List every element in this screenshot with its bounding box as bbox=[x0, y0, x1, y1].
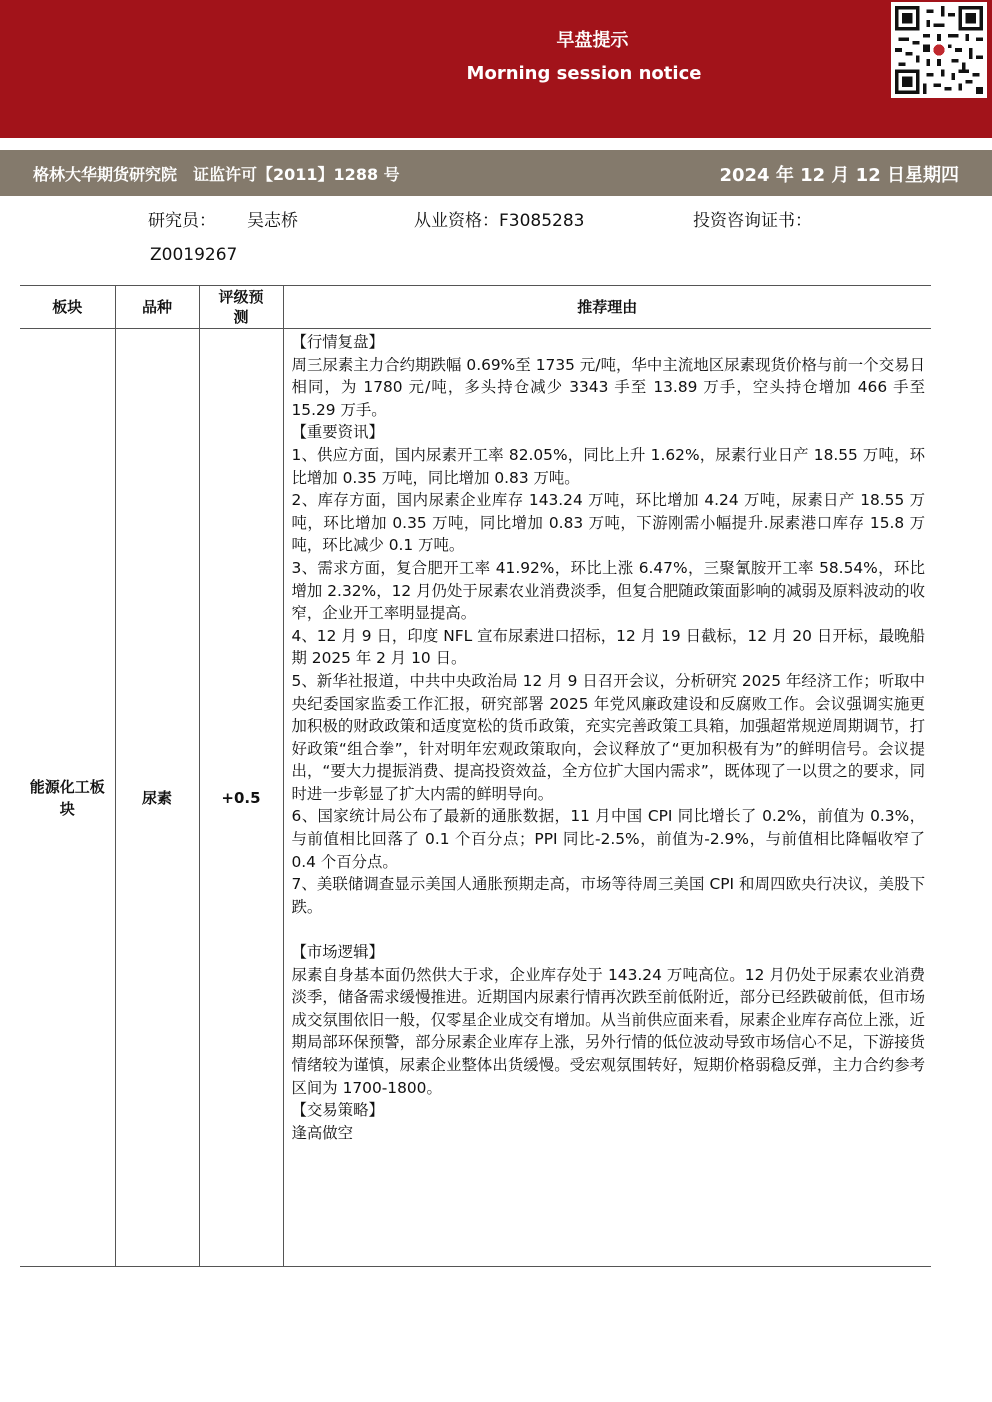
table-header-row bbox=[20, 286, 931, 329]
info-bar bbox=[0, 150, 992, 196]
strategy-text: 逢高做空 bbox=[291, 1123, 354, 1142]
institute-name: 格林大华期货研究院 bbox=[33, 165, 178, 184]
news-item: 3、需求方面，复合肥开工率 41.92%，环比上涨 6.47%，三聚氰胺开工率 58.54%，环比增加 2.32%，12 月仍处于尿素农业消费淡季，但复合肥随政策面影响的减弱及原料波动的收窄，企业开工率明显提高。 bbox=[291, 558, 925, 623]
news-item: 5、新华社报道，中共中央政治局 12 月 9 日召开会议，分析研究 2025 年经济工作；听取中央纪委国家监委工作汇报，研究部署 2025 年党风廉政建设和反腐败工作。会议强调实施更加积极的财政政策和适度宽松的货币政策，充实完善政策工具箱，加强超常规逆周期调节，打好政策“组合拳”，针对明年宏观政策取向，会议释放了“更加积极有为”的鲜明信号。会议提出，“要大力提振消费、提高投资效益，全方位扩大国内需求”，既体现了一以贯之的要求，同时进一步彰显了扩大内需的鲜明导向。 bbox=[291, 671, 925, 803]
cert-number: Z0019267 bbox=[150, 245, 238, 265]
report-date: 2024 年 12 月 12 日星期四 bbox=[719, 165, 959, 186]
sector-cell: 能源化工板块 bbox=[20, 329, 115, 1267]
researcher-name: 吴志桥 bbox=[247, 211, 298, 231]
qualification: 从业资格：F3085283 bbox=[414, 211, 585, 231]
column-header-product: 品种 bbox=[115, 286, 199, 329]
rating-cell: +0.5 bbox=[199, 329, 283, 1267]
column-header-rating: 评级预测 bbox=[199, 286, 283, 329]
qr-code-icon bbox=[891, 2, 987, 98]
product-cell: 尿素 bbox=[115, 329, 199, 1267]
strategy-heading: 【交易策略】 bbox=[291, 1101, 384, 1120]
news-heading: 【重要资讯】 bbox=[291, 423, 384, 442]
news-item: 2、库存方面，国内尿素企业库存 143.24 万吨，环比增加 4.24 万吨，尿素日产 18.55 万吨，环比增加 0.35 万吨，同比增加 0.83 万吨，下游刚需小幅提升.尿素港口库存 15.8 万吨，环比减少 0.1 万吨。 bbox=[291, 491, 925, 555]
market-review-heading: 【行情复盘】 bbox=[291, 333, 384, 351]
column-header-reason: 推荐理由 bbox=[577, 298, 638, 316]
researcher-label: 研究员： bbox=[148, 211, 216, 231]
paragraph-gap bbox=[292, 918, 926, 941]
table-row bbox=[20, 329, 931, 1267]
news-item: 6、国家统计局公布了最新的通胀数据，11 月中国 CPI 同比增长了 0.2%，前值为 0.3%，与前值相比回落了 0.1 个百分点；PPI 同比-2.5%，前值为-2.9%，与前值相比降幅收窄了 0.4 个百分点。 bbox=[291, 807, 925, 871]
news-item: 1、供应方面，国内尿素开工率 82.05%，同比上升 1.62%，尿素行业日产 18.55 万吨，环比增加 0.35 万吨，同比增加 0.83 万吨。 bbox=[291, 445, 925, 487]
news-item: 7、美联储调查显示美国人通胀预期走高，市场等待周三美国 CPI 和周四欧央行决议，美股下跌。 bbox=[291, 875, 925, 916]
news-item: 4、12 月 9 日，印度 NFL 宣布尿素进口招标，12 月 19 日截标，12 月 20 日开标，最晚船期 2025 年 2 月 10 日。 bbox=[291, 626, 925, 668]
license-number: 证监许可【2011】1288 号 bbox=[193, 165, 400, 184]
reason-cell bbox=[283, 329, 931, 1267]
column-header-sector: 板块 bbox=[20, 286, 115, 329]
page-subtitle: Morning session notice bbox=[466, 63, 702, 84]
cert-label: 投资咨询证书： bbox=[693, 211, 812, 231]
recommendation-table bbox=[20, 285, 931, 1267]
market-review-text: 周三尿素主力合约期跌幅 0.69%至 1735 元/吨，华中主流地区尿素现货价格与前一个交易日相同，为 1780 元/吨，多头持仓减少 3343 手至 13.89 万手，空头持仓增加 466 手至 15.29 万手。 bbox=[291, 355, 925, 419]
header-banner bbox=[0, 0, 992, 138]
page-title: 早盘提示 bbox=[556, 30, 629, 51]
logic-text: 尿素自身基本面仍然供大于求，企业库存处于 143.24 万吨高位。12 月仍处于尿素农业消费淡季，储备需求缓慢推进。近期国内尿素行情再次跌至前低附近，部分已经跌破前低，但市场成交氛围依旧一般，仅零星企业成交有增加。从当前供应面来看，尿素企业库存高位上涨，近期局部环保预警，部分尿素企业库存上涨，另外行情的低位波动导致市场信心不足，下游接货情绪较为谨慎，尿素企业整体出货缓慢。受宏观氛围转好，短期价格弱稳反弹，主力合约参考区间为 1700-1800。 bbox=[291, 965, 925, 1097]
logic-heading: 【市场逻辑】 bbox=[291, 943, 384, 962]
